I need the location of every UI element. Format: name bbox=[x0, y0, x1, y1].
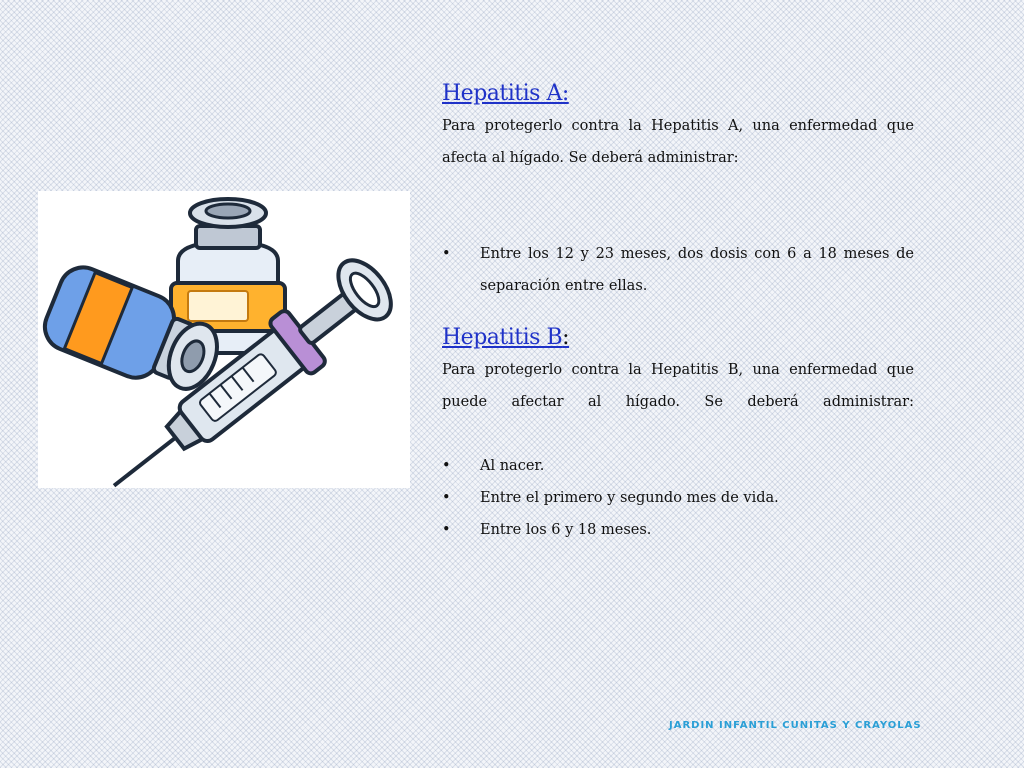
footer-school-name: JARDIN INFANTIL CUNITAS Y CRAYOLAS bbox=[669, 720, 922, 731]
list-item: • Entre los 12 y 23 meses, dos dosis con 6 a 18 meses de separación entre ellas. bbox=[442, 238, 914, 302]
hepatitis-b-heading-colon: : bbox=[562, 325, 570, 350]
list-item: • Entre el primero y segundo mes de vida. bbox=[442, 482, 914, 514]
vaccine-illustration bbox=[38, 191, 410, 488]
hepatitis-b-intro: Para protegerlo contra la Hepatitis B, una enfermedad que puede afectar al hígado. Se deberá administrar: bbox=[442, 362, 914, 410]
hepatitis-a-heading-text: Hepatitis A: bbox=[442, 81, 569, 106]
list-item: • Al nacer. bbox=[442, 450, 914, 482]
hepatitis-a-intro: Para protegerlo contra la Hepatitis A, una enfermedad que afecta al hígado. Se deberá administrar: bbox=[442, 118, 914, 166]
hepatitis-a-heading bbox=[442, 78, 914, 110]
list-item: • Entre los 6 y 18 meses. bbox=[442, 514, 914, 546]
content-column bbox=[442, 78, 914, 546]
syringe-vials-icon bbox=[38, 191, 410, 488]
spacer bbox=[442, 302, 914, 322]
spacer bbox=[442, 418, 914, 450]
hepatitis-a-bullet-list bbox=[442, 238, 914, 302]
hepatitis-b-bullet-list bbox=[442, 450, 914, 546]
spacer bbox=[442, 174, 914, 238]
hepatitis-b-heading-text: Hepatitis B bbox=[442, 325, 563, 350]
hepatitis-b-heading bbox=[442, 322, 914, 354]
